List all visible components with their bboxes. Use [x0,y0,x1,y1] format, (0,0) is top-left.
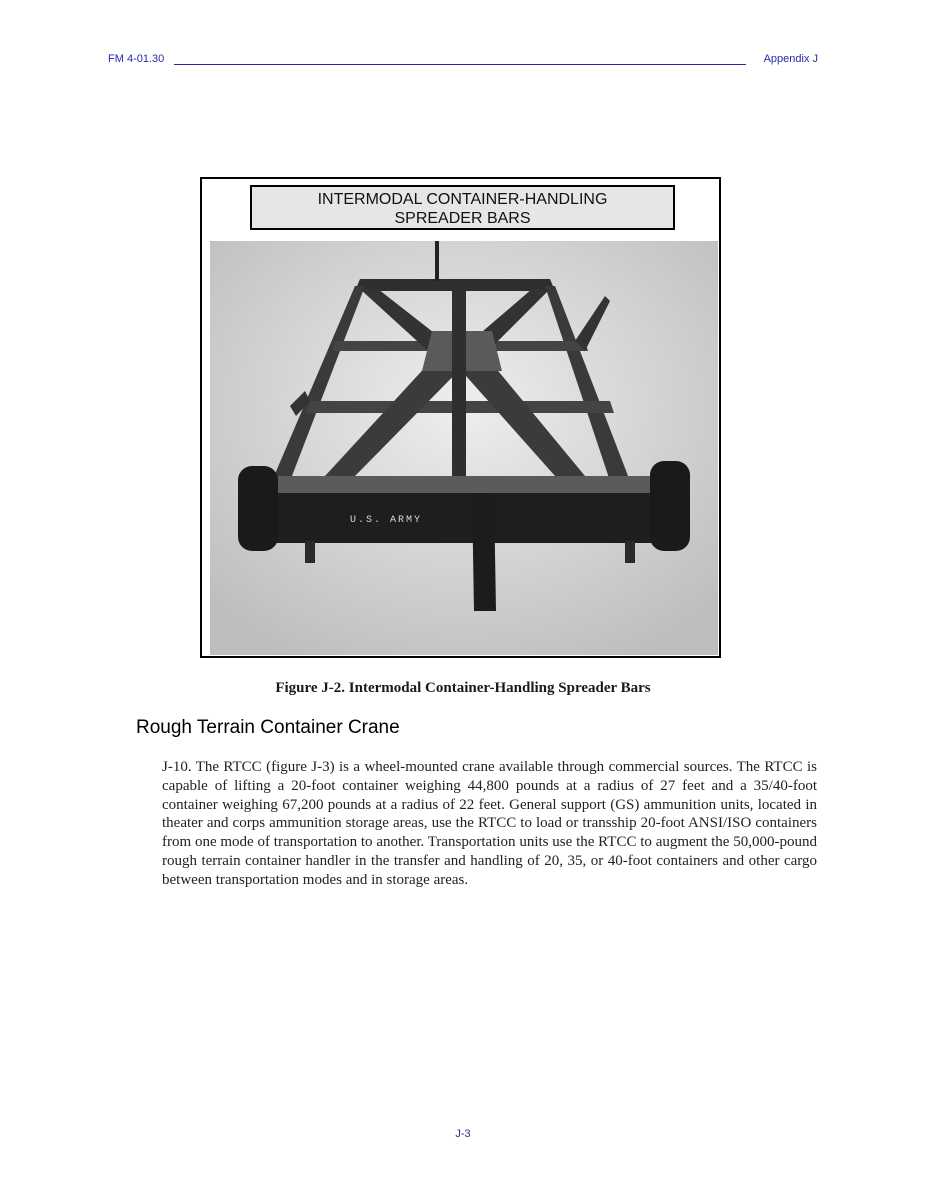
figure-title-line2: SPREADER BARS [394,210,531,227]
header-appendix: Appendix J [760,53,818,65]
us-army-marking: U.S. ARMY [350,515,423,526]
figure-frame [200,177,721,658]
header-rule [174,64,746,65]
page-header [108,53,818,69]
section-heading: Rough Terrain Container Crane [136,717,400,738]
spreader-bar-photo [210,241,718,655]
paragraph-j10: J-10. The RTCC (figure J-3) is a wheel-mounted crane available through commercial sources. The RTCC is capable of lifting a 20-foot container weighing 44,800 pounds at a radius of 27 feet and a 35/40-foot container weighing 67,200 pounds at a radius of 22 feet. General support (GS) ammunition units, located in theater and corps ammunition storage areas, use the RTCC to load or transship 20-foot ANSI/ISO containers from one mode of transportation to another. Transportation units use the RTCC to augment the 50,000-pound rough terrain container handler in the transfer and handling of 20, 35, or 40-foot containers and other cargo between transportation modes and in storage areas. [162,759,817,888]
page-number: J-3 [455,1128,471,1140]
figure-title-line1: INTERMODAL CONTAINER-HANDLING [317,191,608,208]
figure-caption: Figure J-2. Intermodal Container-Handling Spreader Bars [275,680,651,696]
figure-title-box [250,185,675,230]
header-manual-id: FM 4-01.30 [108,53,168,65]
